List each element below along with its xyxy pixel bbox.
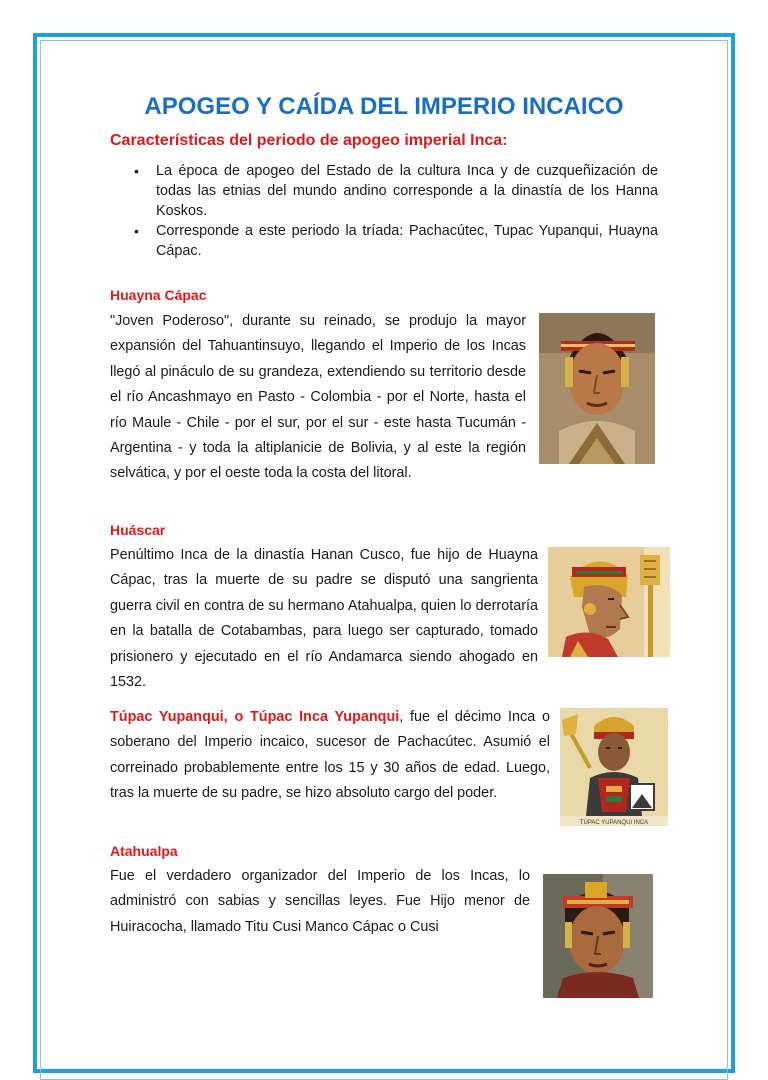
paragraph-tupac-yupanqui	[110, 705, 550, 807]
paragraph-huascar: Penúltimo Inca de la dinastía Hanan Cusco, fue hijo de Huayna Cápac, tras la muerte de su padre se disputó una sangrienta guerra civil en contra de su hermano Atahualpa, quien lo derrotaría en la batalla de Cotabambas, para luego ser capturado, tomado prisionero y ejecutado en el río Andamarca siendo ahogado en 1532.	[110, 547, 538, 691]
paragraph-tupac-text: , fue el décimo Inca o soberano del Imperio incaico, sucesor de Pachacútec. Asumió el correinado probablemente entre los 15 y 30 años de edad. Luego, tras la muerte de su padre, se hizo absoluto cargo del poder.	[110, 709, 550, 802]
portrait-huascar-image	[548, 547, 670, 657]
bullet-list	[110, 161, 658, 261]
paragraph-atahualpa: Fue el verdadero organizador del Imperio de los Incas, lo administró con sabias y sencillas leyes. Fue Hijo menor de Huiracocha, llamado Titu Cusi Manco Cápac o Cusi	[110, 868, 530, 935]
heading-tupac-yupanqui: Túpac Yupanqui, o Túpac Inca Yupanqui	[110, 709, 400, 725]
paragraph-huayna-capac: "Joven Poderoso", durante su reinado, se produjo la mayor expansión del Tahuantinsuyo, llegando el Imperio de los Incas llegó al pináculo de su grandeza, extendiendo su territorio desde el río Ancashmayo en Pasto - Colombia - por el Norte, hasta el río Maule - Chile - por el sur, por el sur - este hasta Tucumán - Argentina - y toda la altiplanicie de Bolivia, y al este la región selvática, y por el oeste toda la costa del litoral.	[110, 313, 526, 482]
bullet-dot-icon: •	[134, 163, 139, 179]
heading-atahualpa: Atahualpa	[110, 843, 178, 859]
bullet-dot-icon: •	[134, 223, 139, 239]
portrait-tupac-yupanqui-image	[560, 708, 668, 826]
heading-huascar: Huáscar	[110, 522, 166, 538]
bullet-item	[110, 161, 658, 221]
page-title: APOGEO Y CAÍDA DEL IMPERIO INCAICO	[144, 93, 624, 120]
bullet-text: Corresponde a este periodo la tríada: Pachacútec, Tupac Yupanqui, Huayna Cápac.	[156, 223, 658, 259]
portrait-caption: TÚPAC YUPANQUI INCA	[579, 820, 649, 826]
bullet-item	[110, 221, 658, 261]
portrait-huayna-capac-image	[539, 313, 655, 464]
bullet-text: La época de apogeo del Estado de la cultura Inca y de cuzqueñización de todas las etnias del mundo andino corresponde a la dinastía de los Hanna Koskos.	[156, 163, 658, 219]
portrait-atahualpa-image	[543, 874, 653, 998]
section-subtitle: Características del periodo de apogeo imperial Inca:	[110, 132, 508, 149]
heading-huayna-capac: Huayna Cápac	[110, 287, 207, 303]
